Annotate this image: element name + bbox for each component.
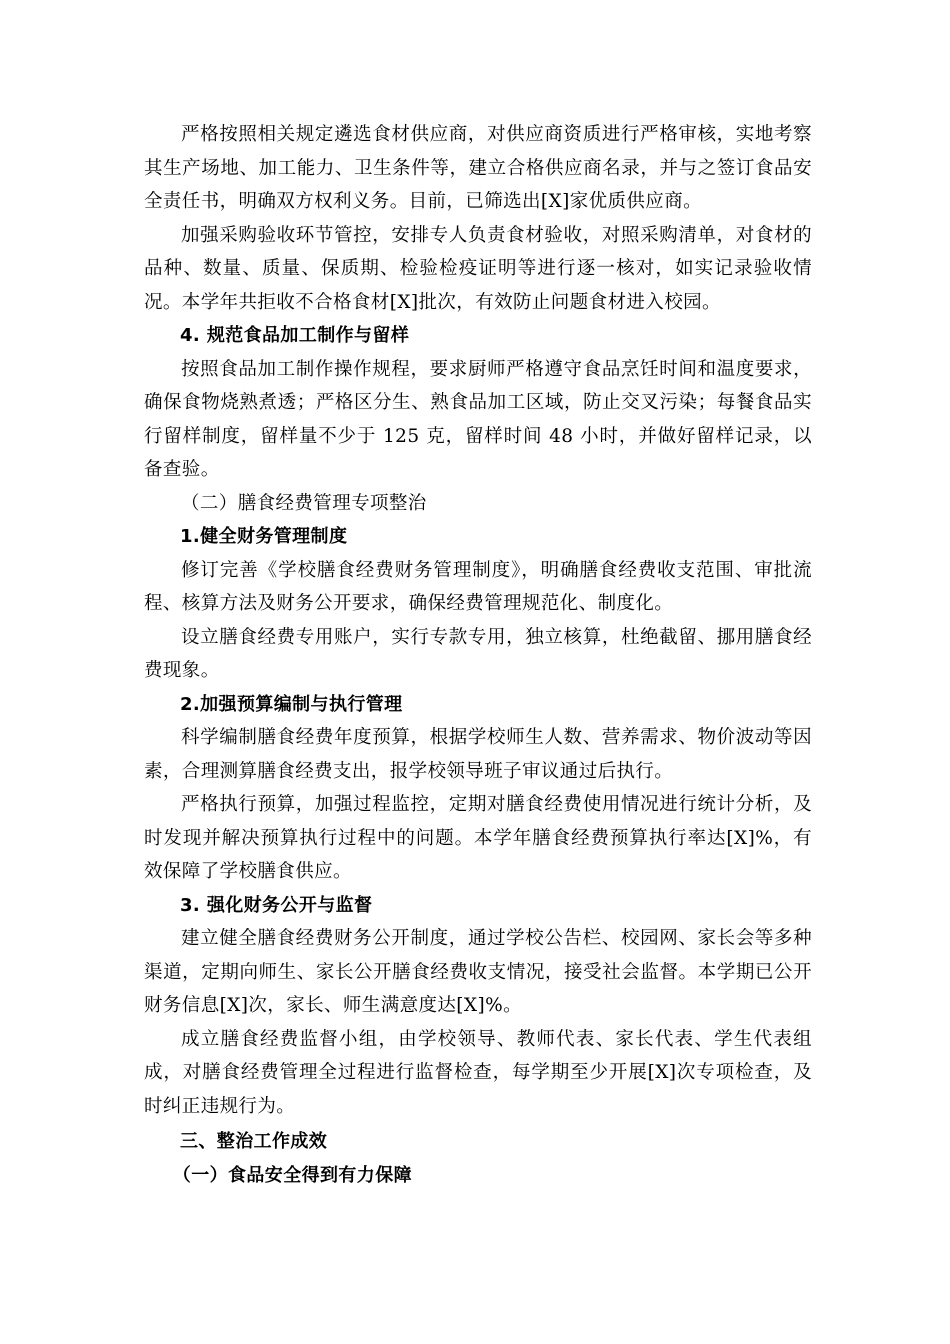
heading-budget-management: 2.加强预算编制与执行管理: [180, 693, 403, 715]
subsection-heading-food-safety: （一）食品安全得到有力保障: [172, 1164, 412, 1186]
paragraph-dedicated-account: 设立膳食经费专用账户，实行专款专用，独立核算，杜绝截留、挪用膳食经费现象。: [144, 626, 812, 681]
section-heading-results: 三、整治工作成效: [180, 1131, 328, 1152]
paragraph-procurement-inspection: 加强采购验收环节管控，安排专人负责食材验收，对照采购清单，对食材的品种、数量、质量、保质期、检验检疫证明等进行逐一核对，如实记录验收情况。本学年共拒收不合格食材[X]批次，有效防止问题食材进入校园。: [144, 224, 812, 313]
subheading-meal-funds: （二）膳食经费管理专项整治: [181, 492, 427, 514]
paragraph-food-processing: 按照食品加工制作操作规程，要求厨师严格遵守食品烹饪时间和温度要求，确保食物烧熟煮透；严格区分生、熟食品加工区域，防止交叉污染；每餐食品实行留样制度，留样量不少于 125 克，留样时间 48 小时，并做好留样记录，以备查验。: [144, 358, 812, 480]
heading-food-processing: 4. 规范食品加工制作与留样: [180, 325, 410, 346]
heading-finance-system: 1.健全财务管理制度: [180, 526, 348, 547]
paragraph-budget-execution: 严格执行预算，加强过程监控，定期对膳食经费使用情况进行统计分析，及时发现并解决预算执行过程中的问题。本学年膳食经费预算执行率达[X]%，有效保障了学校膳食供应。: [144, 794, 812, 882]
paragraph-budget-preparation: 科学编制膳食经费年度预算，根据学校师生人数、营养需求、物价波动等因素，合理测算膳食经费支出，报学校领导班子审议通过后执行。: [144, 727, 812, 782]
paragraph-finance-disclosure: 建立健全膳食经费财务公开制度，通过学校公告栏、校园网、家长会等多种渠道，定期向师生、家长公开膳食经费收支情况，接受社会监督。本学期已公开财务信息[X]次，家长、师生满意度达[X]%。: [144, 928, 812, 1016]
paragraph-finance-system: 修订完善《学校膳食经费财务管理制度》，明确膳食经费收支范围、审批流程、核算方法及财务公开要求，确保经费管理规范化、制度化。: [144, 559, 812, 614]
document-page: [144, 118, 812, 1192]
heading-finance-disclosure: 3. 强化财务公开与监督: [180, 894, 373, 916]
paragraph-supplier-selection: 严格按照相关规定遴选食材供应商，对供应商资质进行严格审核，实地考察其生产场地、加工能力、卫生条件等，建立合格供应商名录，并与之签订食品安全责任书，明确双方权利义务。目前，已筛选出[X]家优质供应商。: [144, 124, 812, 212]
paragraph-supervision-group: 成立膳食经费监督小组，由学校领导、教师代表、家长代表、学生代表组成，对膳食经费管理全过程进行监督检查，每学期至少开展[X]次专项检查，及时纠正违规行为。: [144, 1028, 812, 1117]
